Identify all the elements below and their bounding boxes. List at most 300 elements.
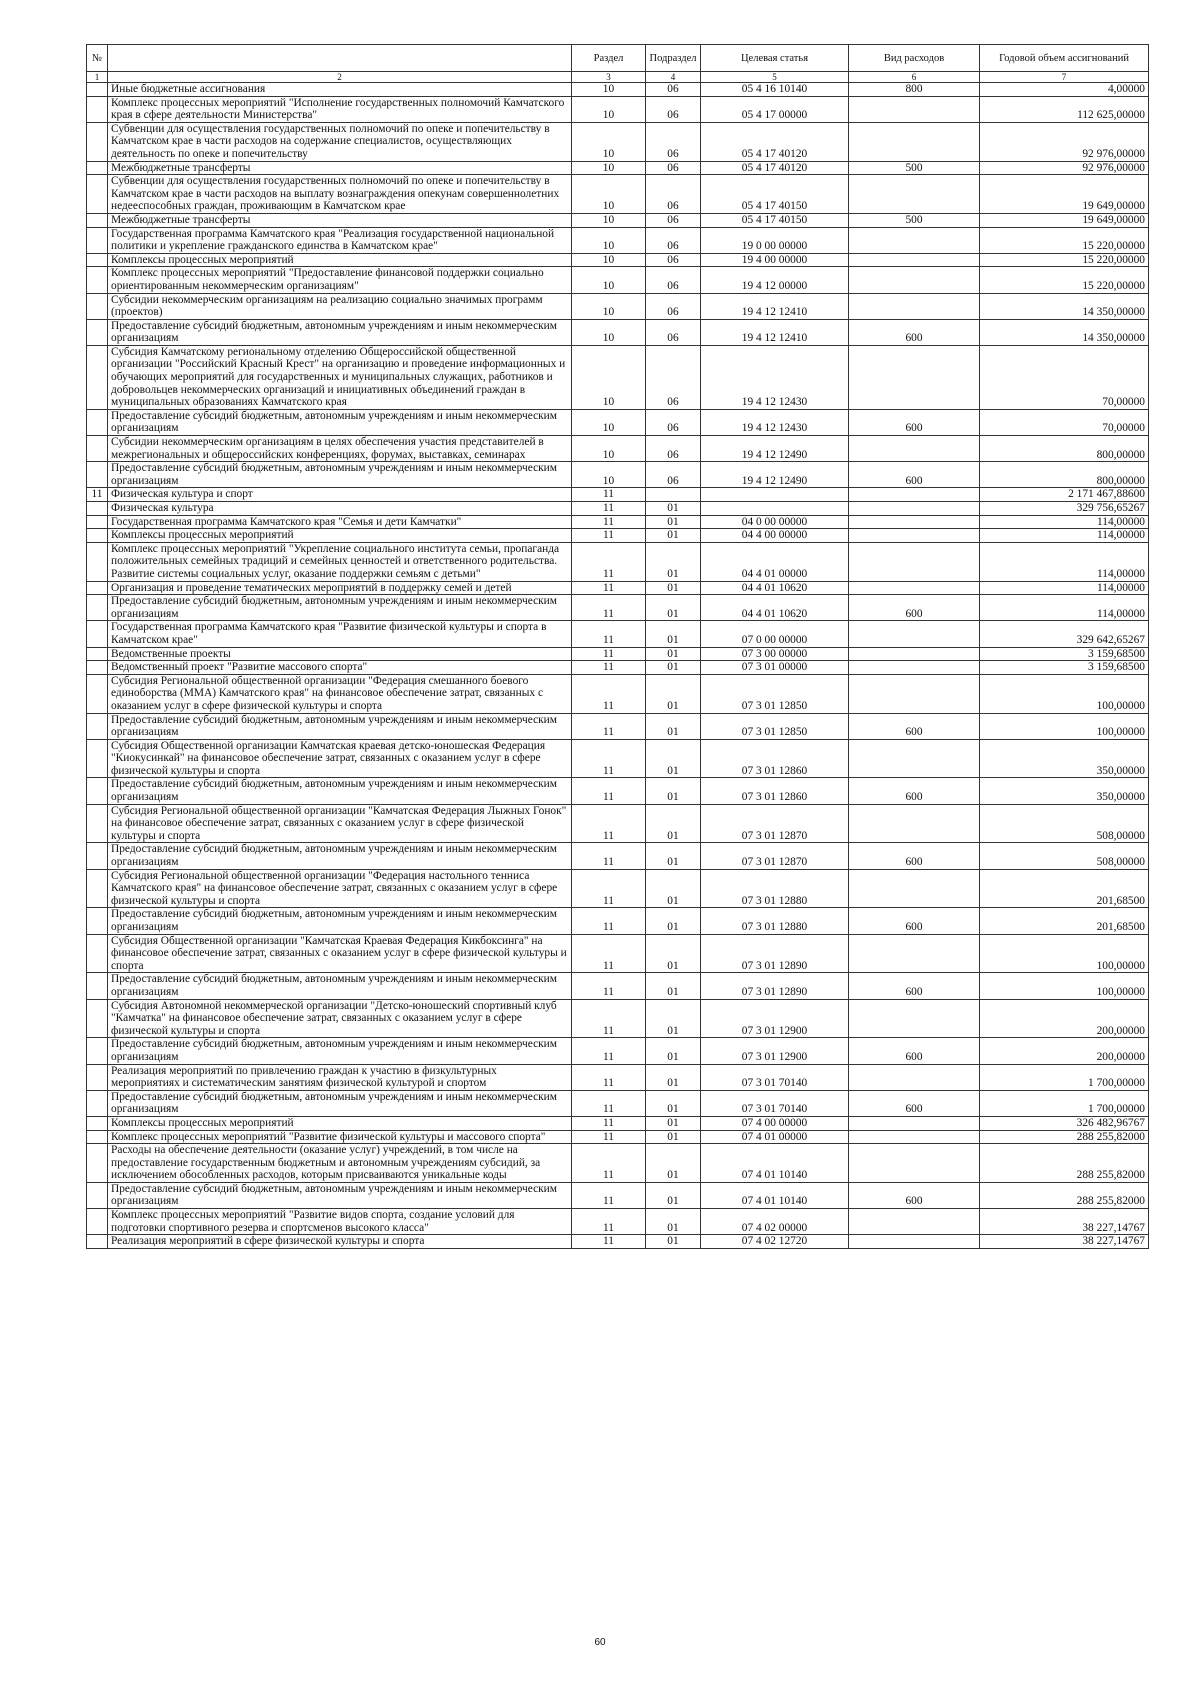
row-name: Физическая культура и спорт — [108, 488, 572, 502]
row-expense-type — [849, 529, 980, 543]
row-amount: 1 700,00000 — [980, 1090, 1149, 1116]
row-name: Субсидия Региональной общественной организации "Федерация смешанного боевого единоборства (ММА) Камчатского края" на финансовое обеспечение затрат, связанных с оказанием услуг в сфере физической культуры и спорта — [108, 674, 572, 713]
row-number — [87, 1144, 108, 1183]
row-target-article: 19 4 12 12430 — [701, 409, 849, 435]
row-name: Расходы на обеспечение деятельности (оказание услуг) учреждений, в том числе на предоставление государственным бюджетным и автономным учреждениям субсидий, за исключением обособленных расходов, которым присваиваются уникальные коды — [108, 1144, 572, 1183]
row-razdel: 10 — [572, 161, 646, 175]
row-target-article: 07 3 01 12870 — [701, 804, 849, 843]
row-name: Комплекс процессных мероприятий "Укрепление социального института семьи, пропаганда положительных семейных традиций и семейных ценностей и ответственного родительства. Развитие системы социальных услуг, оказание поддержки семьям с детьми" — [108, 542, 572, 581]
row-podrazdel: 01 — [646, 999, 701, 1038]
row-target-article: 19 4 12 12430 — [701, 345, 849, 409]
row-name: Субсидия Камчатскому региональному отделению Общероссийской общественной организации "Российский Красный Крест" на организацию и проведение информационных и обучающих мероприятий для государственных и муниципальных служащих, работников и добровольцев некоммерческих организаций и инициативных объединений граждан в муниципальных образованиях Камчатского края — [108, 345, 572, 409]
row-number — [87, 83, 108, 97]
row-target-article: 07 3 00 00000 — [701, 647, 849, 661]
row-razdel: 11 — [572, 661, 646, 675]
row-podrazdel: 01 — [646, 1144, 701, 1183]
row-name: Предоставление субсидий бюджетным, автономным учреждениям и иным некоммерческим организациям — [108, 843, 572, 869]
row-podrazdel: 06 — [646, 409, 701, 435]
row-name: Предоставление субсидий бюджетным, автономным учреждениям и иным некоммерческим организациям — [108, 409, 572, 435]
row-amount: 4,00000 — [980, 83, 1149, 97]
header-number-row — [87, 72, 1149, 83]
row-expense-type — [849, 122, 980, 161]
table-row — [87, 804, 1149, 843]
row-name: Субсидия Региональной общественной организации "Федерация настольного тенниса Камчатского края" на финансовое обеспечение затрат, связанных с оказанием услуг в сфере физической культуры и спорта — [108, 869, 572, 908]
row-razdel: 10 — [572, 96, 646, 122]
row-expense-type: 600 — [849, 713, 980, 739]
row-number — [87, 1038, 108, 1064]
row-razdel: 11 — [572, 1144, 646, 1183]
row-name: Субсидия Общественной организации Камчатская краевая детско-юношеская Федерация "Киокусинкай" на финансовое обеспечение затрат, связанных с оказанием услуг в сфере физической культуры и спорта — [108, 739, 572, 778]
table-row — [87, 462, 1149, 488]
row-razdel: 11 — [572, 581, 646, 595]
header-number: 4 — [646, 72, 701, 83]
row-razdel: 10 — [572, 227, 646, 253]
row-number — [87, 1130, 108, 1144]
row-amount: 508,00000 — [980, 804, 1149, 843]
row-number — [87, 436, 108, 462]
row-razdel: 11 — [572, 542, 646, 581]
row-expense-type — [849, 502, 980, 516]
table-row — [87, 581, 1149, 595]
row-target-article: 07 4 02 00000 — [701, 1209, 849, 1235]
row-razdel: 11 — [572, 1090, 646, 1116]
header-number: 6 — [849, 72, 980, 83]
row-expense-type — [849, 515, 980, 529]
row-name: Предоставление субсидий бюджетным, автономным учреждениям и иным некоммерческим организациям — [108, 1182, 572, 1208]
row-amount: 114,00000 — [980, 529, 1149, 543]
row-expense-type — [849, 1064, 980, 1090]
row-amount: 201,68500 — [980, 908, 1149, 934]
row-podrazdel: 01 — [646, 647, 701, 661]
row-target-article: 05 4 17 40150 — [701, 175, 849, 214]
row-podrazdel: 06 — [646, 462, 701, 488]
row-razdel: 11 — [572, 1182, 646, 1208]
row-amount: 114,00000 — [980, 595, 1149, 621]
row-razdel: 11 — [572, 999, 646, 1038]
row-number — [87, 674, 108, 713]
row-expense-type — [849, 267, 980, 293]
row-name: Комплекс процессных мероприятий "Предоставление финансовой поддержки социально ориентированным некоммерческим организациям" — [108, 267, 572, 293]
row-number — [87, 778, 108, 804]
table-row — [87, 1116, 1149, 1130]
row-expense-type — [849, 1235, 980, 1249]
row-number — [87, 843, 108, 869]
row-razdel: 10 — [572, 436, 646, 462]
row-expense-type — [849, 621, 980, 647]
row-razdel: 10 — [572, 175, 646, 214]
row-expense-type — [849, 175, 980, 214]
row-expense-type — [849, 869, 980, 908]
row-number — [87, 96, 108, 122]
row-target-article: 04 0 00 00000 — [701, 515, 849, 529]
row-target-article: 19 4 12 12490 — [701, 436, 849, 462]
table-row — [87, 83, 1149, 97]
row-name: Субвенции для осуществления государственных полномочий по опеке и попечительству в Камчатском крае в части расходов на выплату вознаграждения опекунам совершеннолетних недееспособных граждан, проживающим в Камчатском крае — [108, 175, 572, 214]
row-target-article: 07 3 01 12870 — [701, 843, 849, 869]
row-target-article — [701, 488, 849, 502]
row-podrazdel: 06 — [646, 227, 701, 253]
table-row — [87, 999, 1149, 1038]
row-number — [87, 529, 108, 543]
row-razdel: 11 — [572, 739, 646, 778]
row-razdel: 11 — [572, 973, 646, 999]
table-row — [87, 175, 1149, 214]
row-target-article: 07 3 01 12890 — [701, 973, 849, 999]
row-number — [87, 999, 108, 1038]
row-podrazdel: 06 — [646, 122, 701, 161]
row-podrazdel: 01 — [646, 542, 701, 581]
row-target-article: 07 4 01 00000 — [701, 1130, 849, 1144]
row-podrazdel: 06 — [646, 293, 701, 319]
row-podrazdel: 01 — [646, 934, 701, 973]
row-podrazdel: 01 — [646, 621, 701, 647]
row-name: Субсидия Автономной некоммерческой организации "Детско-юношеский спортивный клуб "Камчатка" на финансовое обеспечение затрат, связанных с оказанием услуг в сфере физической культуры и спорта — [108, 999, 572, 1038]
row-expense-type: 600 — [849, 908, 980, 934]
row-podrazdel: 01 — [646, 1130, 701, 1144]
row-expense-type: 500 — [849, 161, 980, 175]
row-razdel: 11 — [572, 515, 646, 529]
row-razdel: 11 — [572, 778, 646, 804]
row-expense-type: 600 — [849, 1038, 980, 1064]
row-razdel: 11 — [572, 713, 646, 739]
row-name: Межбюджетные трансферты — [108, 213, 572, 227]
row-number — [87, 1090, 108, 1116]
row-podrazdel: 06 — [646, 253, 701, 267]
row-number — [87, 973, 108, 999]
row-target-article: 04 4 01 00000 — [701, 542, 849, 581]
row-podrazdel: 06 — [646, 83, 701, 97]
row-number — [87, 175, 108, 214]
row-podrazdel: 01 — [646, 1209, 701, 1235]
row-razdel: 11 — [572, 502, 646, 516]
row-razdel: 11 — [572, 1130, 646, 1144]
row-amount: 3 159,68500 — [980, 647, 1149, 661]
row-podrazdel: 01 — [646, 1038, 701, 1064]
row-target-article: 07 3 01 12890 — [701, 934, 849, 973]
table-row — [87, 1209, 1149, 1235]
table-row — [87, 213, 1149, 227]
row-number — [87, 713, 108, 739]
table-row — [87, 253, 1149, 267]
row-podrazdel: 01 — [646, 515, 701, 529]
row-expense-type: 600 — [849, 843, 980, 869]
row-name: Иные бюджетные ассигнования — [108, 83, 572, 97]
row-target-article: 04 4 00 00000 — [701, 529, 849, 543]
row-name: Предоставление субсидий бюджетным, автономным учреждениям и иным некоммерческим организациям — [108, 713, 572, 739]
table-row — [87, 227, 1149, 253]
table-row — [87, 515, 1149, 529]
row-podrazdel: 01 — [646, 973, 701, 999]
row-target-article: 05 4 17 40120 — [701, 161, 849, 175]
row-razdel: 11 — [572, 621, 646, 647]
row-razdel: 11 — [572, 674, 646, 713]
row-number — [87, 122, 108, 161]
row-expense-type — [849, 739, 980, 778]
row-number — [87, 934, 108, 973]
row-target-article: 07 3 01 12860 — [701, 778, 849, 804]
row-amount: 15 220,00000 — [980, 227, 1149, 253]
row-expense-type: 600 — [849, 409, 980, 435]
row-podrazdel: 01 — [646, 1116, 701, 1130]
row-name: Государственная программа Камчатского края "Реализация государственной национальной политики и укрепление гражданского единства в Камчатском крае" — [108, 227, 572, 253]
row-razdel: 11 — [572, 843, 646, 869]
row-amount: 112 625,00000 — [980, 96, 1149, 122]
table-body — [87, 83, 1149, 1249]
table-row — [87, 1038, 1149, 1064]
row-razdel: 10 — [572, 213, 646, 227]
row-amount: 100,00000 — [980, 713, 1149, 739]
row-name: Комплексы процессных мероприятий — [108, 529, 572, 543]
row-expense-type: 600 — [849, 319, 980, 345]
row-number — [87, 293, 108, 319]
row-name: Предоставление субсидий бюджетным, автономным учреждениям и иным некоммерческим организациям — [108, 908, 572, 934]
table-row — [87, 122, 1149, 161]
row-podrazdel: 01 — [646, 674, 701, 713]
row-amount: 14 350,00000 — [980, 293, 1149, 319]
row-razdel: 10 — [572, 122, 646, 161]
row-target-article: 19 4 00 00000 — [701, 253, 849, 267]
row-name: Ведомственные проекты — [108, 647, 572, 661]
row-expense-type — [849, 345, 980, 409]
row-amount: 100,00000 — [980, 934, 1149, 973]
table-row — [87, 661, 1149, 675]
row-expense-type — [849, 1130, 980, 1144]
row-podrazdel: 01 — [646, 1235, 701, 1249]
row-amount: 201,68500 — [980, 869, 1149, 908]
row-name: Субсидии некоммерческим организациям на реализацию социально значимых программ (проектов) — [108, 293, 572, 319]
row-expense-type: 600 — [849, 1182, 980, 1208]
row-amount: 288 255,82000 — [980, 1144, 1149, 1183]
row-target-article: 07 3 01 12860 — [701, 739, 849, 778]
row-name: Реализация мероприятий в сфере физической культуры и спорта — [108, 1235, 572, 1249]
row-amount: 19 649,00000 — [980, 175, 1149, 214]
row-podrazdel: 06 — [646, 175, 701, 214]
row-amount: 2 171 467,88600 — [980, 488, 1149, 502]
row-podrazdel: 06 — [646, 319, 701, 345]
budget-table — [86, 44, 1149, 1249]
row-amount: 329 756,65267 — [980, 502, 1149, 516]
row-name: Субвенции для осуществления государственных полномочий по опеке и попечительству в Камчатском крае в части расходов на содержание специалистов, осуществляющих деятельность по опеке и попечительству — [108, 122, 572, 161]
table-row — [87, 739, 1149, 778]
row-amount: 38 227,14767 — [980, 1235, 1149, 1249]
row-expense-type — [849, 96, 980, 122]
row-expense-type — [849, 1116, 980, 1130]
row-podrazdel: 01 — [646, 661, 701, 675]
table-row — [87, 1130, 1149, 1144]
table-row — [87, 843, 1149, 869]
row-number — [87, 595, 108, 621]
row-razdel: 10 — [572, 319, 646, 345]
row-target-article: 05 4 16 10140 — [701, 83, 849, 97]
row-number — [87, 345, 108, 409]
table-row — [87, 595, 1149, 621]
row-number — [87, 621, 108, 647]
row-amount: 114,00000 — [980, 542, 1149, 581]
table-row — [87, 647, 1149, 661]
row-amount: 288 255,82000 — [980, 1130, 1149, 1144]
row-number — [87, 739, 108, 778]
row-target-article: 05 4 17 40150 — [701, 213, 849, 227]
header-number: 2 — [108, 72, 572, 83]
header-vid: Вид расходов — [849, 45, 980, 72]
row-name: Субсидия Общественной организации "Камчатская Краевая Федерация Кикбоксинга" на финансовое обеспечение затрат, связанных с оказанием услуг в сфере физической культуры и спорта — [108, 934, 572, 973]
row-podrazdel: 06 — [646, 345, 701, 409]
row-amount: 92 976,00000 — [980, 122, 1149, 161]
header-number: 3 — [572, 72, 646, 83]
table-row — [87, 345, 1149, 409]
table-row — [87, 267, 1149, 293]
row-amount: 15 220,00000 — [980, 253, 1149, 267]
row-target-article: 04 4 01 10620 — [701, 581, 849, 595]
row-target-article: 07 3 01 00000 — [701, 661, 849, 675]
row-number — [87, 213, 108, 227]
row-podrazdel: 01 — [646, 1064, 701, 1090]
row-expense-type — [849, 1144, 980, 1183]
row-target-article: 07 3 01 70140 — [701, 1064, 849, 1090]
row-number — [87, 1182, 108, 1208]
row-expense-type — [849, 436, 980, 462]
row-podrazdel: 01 — [646, 1182, 701, 1208]
row-name: Предоставление субсидий бюджетным, автономным учреждениям и иным некоммерческим организациям — [108, 973, 572, 999]
row-number — [87, 462, 108, 488]
budget-table-sheet — [86, 44, 1148, 1249]
row-target-article: 07 3 01 12900 — [701, 1038, 849, 1064]
row-razdel: 10 — [572, 462, 646, 488]
table-row — [87, 973, 1149, 999]
header-number: 1 — [87, 72, 108, 83]
row-razdel: 11 — [572, 488, 646, 502]
row-number — [87, 253, 108, 267]
row-name: Предоставление субсидий бюджетным, автономным учреждениям и иным некоммерческим организациям — [108, 778, 572, 804]
row-target-article: 04 4 01 10620 — [701, 595, 849, 621]
row-name: Предоставление субсидий бюджетным, автономным учреждениям и иным некоммерческим организациям — [108, 462, 572, 488]
row-number — [87, 1064, 108, 1090]
row-amount: 70,00000 — [980, 409, 1149, 435]
header-row — [87, 45, 1149, 72]
row-amount: 800,00000 — [980, 436, 1149, 462]
row-target-article: 19 0 00 00000 — [701, 227, 849, 253]
row-podrazdel: 01 — [646, 778, 701, 804]
row-expense-type — [849, 804, 980, 843]
row-razdel: 11 — [572, 1064, 646, 1090]
row-target-article: 07 4 02 12720 — [701, 1235, 849, 1249]
row-razdel: 11 — [572, 804, 646, 843]
table-row — [87, 529, 1149, 543]
row-podrazdel: 06 — [646, 213, 701, 227]
row-amount: 326 482,96767 — [980, 1116, 1149, 1130]
row-name: Комплекс процессных мероприятий "Развитие физической культуры и массового спорта" — [108, 1130, 572, 1144]
row-name: Организация и проведение тематических мероприятий в поддержку семей и детей — [108, 581, 572, 595]
row-target-article: 07 3 01 12880 — [701, 908, 849, 934]
row-podrazdel: 01 — [646, 502, 701, 516]
row-amount: 92 976,00000 — [980, 161, 1149, 175]
row-razdel: 11 — [572, 647, 646, 661]
header-podrazdel: Подраздел — [646, 45, 701, 72]
row-razdel: 11 — [572, 1209, 646, 1235]
row-amount: 350,00000 — [980, 739, 1149, 778]
row-razdel: 10 — [572, 409, 646, 435]
header-target: Целевая статья — [701, 45, 849, 72]
row-target-article: 19 4 12 12410 — [701, 293, 849, 319]
row-expense-type — [849, 253, 980, 267]
row-name: Физическая культура — [108, 502, 572, 516]
row-expense-type: 600 — [849, 462, 980, 488]
row-amount: 329 642,65267 — [980, 621, 1149, 647]
row-razdel: 10 — [572, 83, 646, 97]
table-row — [87, 542, 1149, 581]
table-row — [87, 713, 1149, 739]
row-razdel: 11 — [572, 1116, 646, 1130]
header-razdel: Раздел — [572, 45, 646, 72]
row-name: Комплекс процессных мероприятий "Развитие видов спорта, создание условий для подготовки спортивного резерва и спортсменов высокого класса" — [108, 1209, 572, 1235]
row-podrazdel: 01 — [646, 739, 701, 778]
row-podrazdel: 01 — [646, 804, 701, 843]
row-number — [87, 804, 108, 843]
row-razdel: 10 — [572, 267, 646, 293]
row-razdel: 11 — [572, 1235, 646, 1249]
row-target-article: 07 4 01 10140 — [701, 1144, 849, 1183]
row-number — [87, 1235, 108, 1249]
row-target-article: 07 3 01 12850 — [701, 674, 849, 713]
table-row — [87, 502, 1149, 516]
row-podrazdel: 01 — [646, 529, 701, 543]
row-name: Предоставление субсидий бюджетным, автономным учреждениям и иным некоммерческим организациям — [108, 1038, 572, 1064]
table-row — [87, 488, 1149, 502]
row-amount: 19 649,00000 — [980, 213, 1149, 227]
header-name — [108, 45, 572, 72]
table-row — [87, 1182, 1149, 1208]
row-target-article: 07 3 01 12900 — [701, 999, 849, 1038]
row-razdel: 11 — [572, 869, 646, 908]
header-number: 5 — [701, 72, 849, 83]
row-amount: 1 700,00000 — [980, 1064, 1149, 1090]
row-podrazdel: 06 — [646, 96, 701, 122]
table-row — [87, 934, 1149, 973]
table-row — [87, 869, 1149, 908]
row-podrazdel: 01 — [646, 713, 701, 739]
row-amount: 800,00000 — [980, 462, 1149, 488]
row-amount: 38 227,14767 — [980, 1209, 1149, 1235]
row-razdel: 10 — [572, 345, 646, 409]
row-number — [87, 1209, 108, 1235]
row-expense-type — [849, 542, 980, 581]
table-row — [87, 1144, 1149, 1183]
table-row — [87, 293, 1149, 319]
row-razdel: 10 — [572, 253, 646, 267]
row-number — [87, 908, 108, 934]
row-name: Предоставление субсидий бюджетным, автономным учреждениям и иным некоммерческим организациям — [108, 595, 572, 621]
page-number: 60 — [594, 1637, 606, 1648]
row-expense-type — [849, 227, 980, 253]
row-name: Субсидия Региональной общественной организации "Камчатская Федерация Лыжных Гонок" на финансовое обеспечение затрат, связанных с оказанием услуг в сфере физической культуры и спорта — [108, 804, 572, 843]
row-expense-type: 600 — [849, 973, 980, 999]
row-number — [87, 227, 108, 253]
row-razdel: 11 — [572, 529, 646, 543]
row-amount: 288 255,82000 — [980, 1182, 1149, 1208]
row-expense-type: 800 — [849, 83, 980, 97]
row-name: Реализация мероприятий по привлечению граждан к участию в физкультурных мероприятиях и систематическим занятиям физической культурой и спортом — [108, 1064, 572, 1090]
row-razdel: 11 — [572, 908, 646, 934]
row-number: 11 — [87, 488, 108, 502]
row-amount: 114,00000 — [980, 581, 1149, 595]
row-podrazdel: 06 — [646, 161, 701, 175]
row-expense-type: 600 — [849, 778, 980, 804]
table-row — [87, 621, 1149, 647]
row-expense-type — [849, 674, 980, 713]
row-name: Государственная программа Камчатского края "Семья и дети Камчатки" — [108, 515, 572, 529]
row-expense-type — [849, 647, 980, 661]
table-row — [87, 319, 1149, 345]
